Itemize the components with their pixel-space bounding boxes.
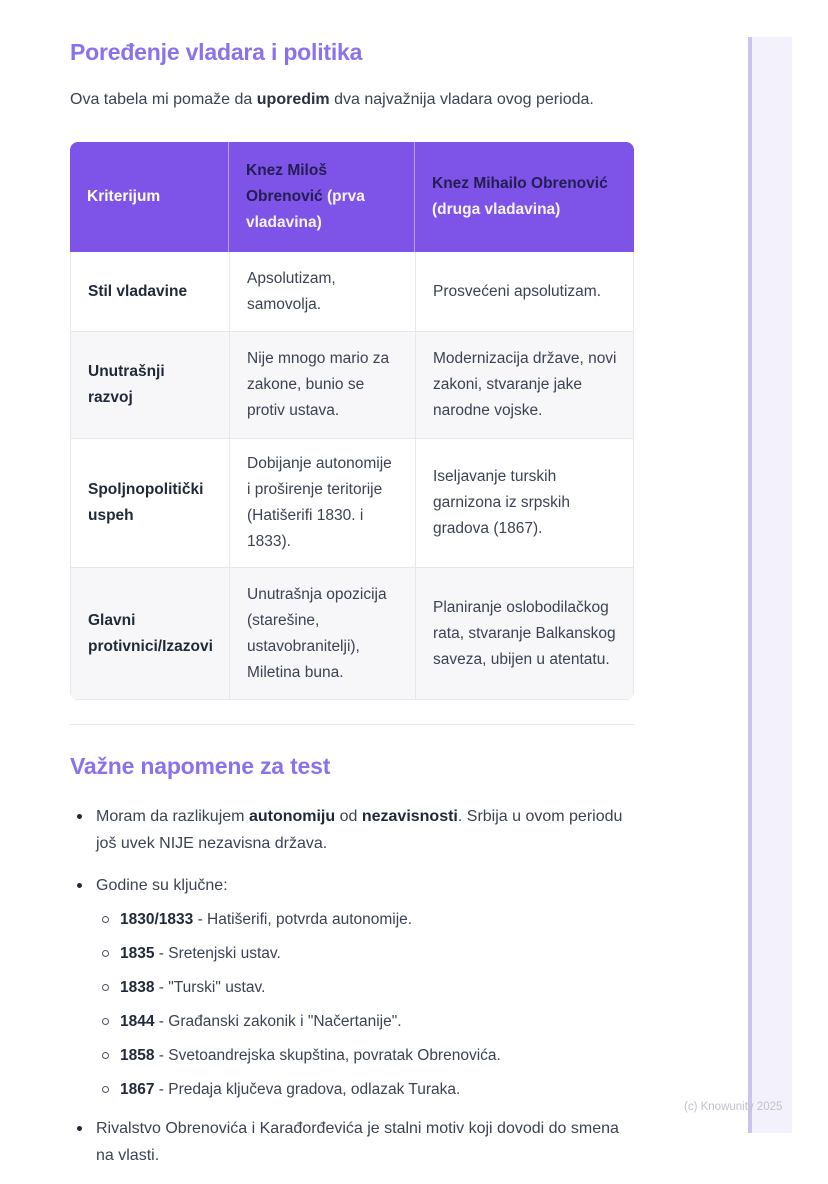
year-value: 1867 <box>120 1081 155 1098</box>
cell-milos: Unutrašnja opozicija (starešine, ustavobranitelji), Miletina buna. <box>229 568 415 699</box>
header-cell-mihailo <box>414 142 634 252</box>
cell-criterion: Glavni protivnici/Izazovi <box>88 611 213 655</box>
section-title-comparison: Poređenje vladara i politika <box>70 39 363 65</box>
header-label-criterion: Kriterijum <box>87 188 161 205</box>
list-item <box>70 872 634 1100</box>
section-title-notes: Važne napomene za test <box>70 753 331 779</box>
bullet-icon <box>77 883 82 888</box>
year-text: - Hatišerifi, potvrda autonomije. <box>193 911 413 928</box>
year-list-item <box>96 944 634 964</box>
intro-paragraph <box>70 87 634 112</box>
year-list-item <box>96 978 634 998</box>
comparison-table <box>70 142 634 700</box>
bullet-icon <box>77 814 82 819</box>
year-list-item <box>96 1046 634 1066</box>
bullet-icon <box>77 1126 82 1131</box>
list-item <box>70 1115 634 1169</box>
cell-criterion: Unutrašnji razvoj <box>88 363 165 406</box>
circle-bullet-icon <box>102 916 109 923</box>
header-label-mihailo <box>432 171 617 223</box>
header-milos-name: Knez Miloš Obrenović <box>246 162 327 205</box>
year-list-item <box>96 1012 634 1032</box>
bullet2-label: Godine su ključne: <box>96 877 228 894</box>
bullet1-bold-autonomija: autonomiju <box>248 808 336 825</box>
bullet1-bold-nezavisnost: nezavisnosti <box>361 808 458 825</box>
notes-list <box>70 803 634 1169</box>
cell-milos: Nije mnogo mario za zakone, bunio se protiv ustava. <box>229 332 415 438</box>
header-mihailo-suffix: (druga vladavina) <box>432 201 561 218</box>
header-cell-milos <box>228 142 414 252</box>
document-content <box>70 0 634 1184</box>
cell-mihailo: Planiranje oslobodilačkog rata, stvaranje Balkanskog saveza, ubijen u atentatu. <box>415 568 634 699</box>
year-list-item <box>96 1080 634 1100</box>
header-mihailo-name: Knez Mihailo Obrenović <box>432 175 608 192</box>
bullet1-post: . Srbija u ovom periodu još uvek NIJE nezavisna država. <box>96 808 623 852</box>
header-cell-criterion <box>70 142 228 252</box>
header-milos-suffix: (prva vladavina) <box>246 188 365 231</box>
year-text: - Građanski zakonik i "Načertanije". <box>154 1013 402 1030</box>
year-text: - "Turski" ustav. <box>154 979 266 996</box>
header-label-milos <box>246 158 397 236</box>
circle-bullet-icon <box>102 1052 109 1059</box>
table-row <box>70 439 634 568</box>
year-value: 1838 <box>120 979 155 996</box>
table-header-row <box>70 142 634 252</box>
year-value: 1830/1833 <box>120 911 194 928</box>
year-text: - Predaja ključeva gradova, odlazak Turaka. <box>154 1081 461 1098</box>
intro-text-bold: uporedim <box>256 91 330 108</box>
section-divider <box>70 724 634 725</box>
circle-bullet-icon <box>102 1086 109 1093</box>
bullet1-pre: Moram da razlikujem <box>96 808 249 825</box>
circle-bullet-icon <box>102 1018 109 1025</box>
bullet3-text: Rivalstvo Obrenovića i Karađorđevića je stalni motiv koji dovodi do smena na vlasti. <box>96 1120 619 1164</box>
table-row <box>70 252 634 332</box>
cell-milos: Apsolutizam, samovolja. <box>229 252 415 331</box>
cell-mihailo: Prosvećeni apsolutizam. <box>415 252 634 331</box>
table-row <box>70 332 634 439</box>
table-row <box>70 568 634 700</box>
cell-mihailo: Iseljavanje turskih garnizona iz srpskih gradova (1867). <box>415 439 634 567</box>
list-item <box>70 803 634 857</box>
bullet1-mid: od <box>335 808 362 825</box>
year-text: - Sretenjski ustav. <box>154 945 281 962</box>
intro-text-pre: Ova tabela mi pomaže da <box>70 91 257 108</box>
year-list-item <box>96 910 634 930</box>
years-sublist <box>96 910 634 1100</box>
watermark: (c) Knowunity 2025 <box>684 1101 783 1113</box>
year-value: 1835 <box>120 945 155 962</box>
circle-bullet-icon <box>102 950 109 957</box>
cell-criterion: Spoljnopolitički uspeh <box>88 481 204 524</box>
intro-text-post: dva najvažnija vladara ovog perioda. <box>329 91 594 108</box>
right-margin-band <box>748 37 792 1133</box>
year-text: - Svetoandrejska skupština, povratak Obrenovića. <box>154 1047 501 1064</box>
year-value: 1858 <box>120 1047 155 1064</box>
cell-milos: Dobijanje autonomije i proširenje teritorije (Hatišerifi 1830. i 1833). <box>229 439 415 567</box>
cell-mihailo: Modernizacija države, novi zakoni, stvaranje jake narodne vojske. <box>415 332 634 438</box>
cell-criterion: Stil vladavine <box>88 282 188 300</box>
circle-bullet-icon <box>102 984 109 991</box>
year-value: 1844 <box>120 1013 155 1030</box>
